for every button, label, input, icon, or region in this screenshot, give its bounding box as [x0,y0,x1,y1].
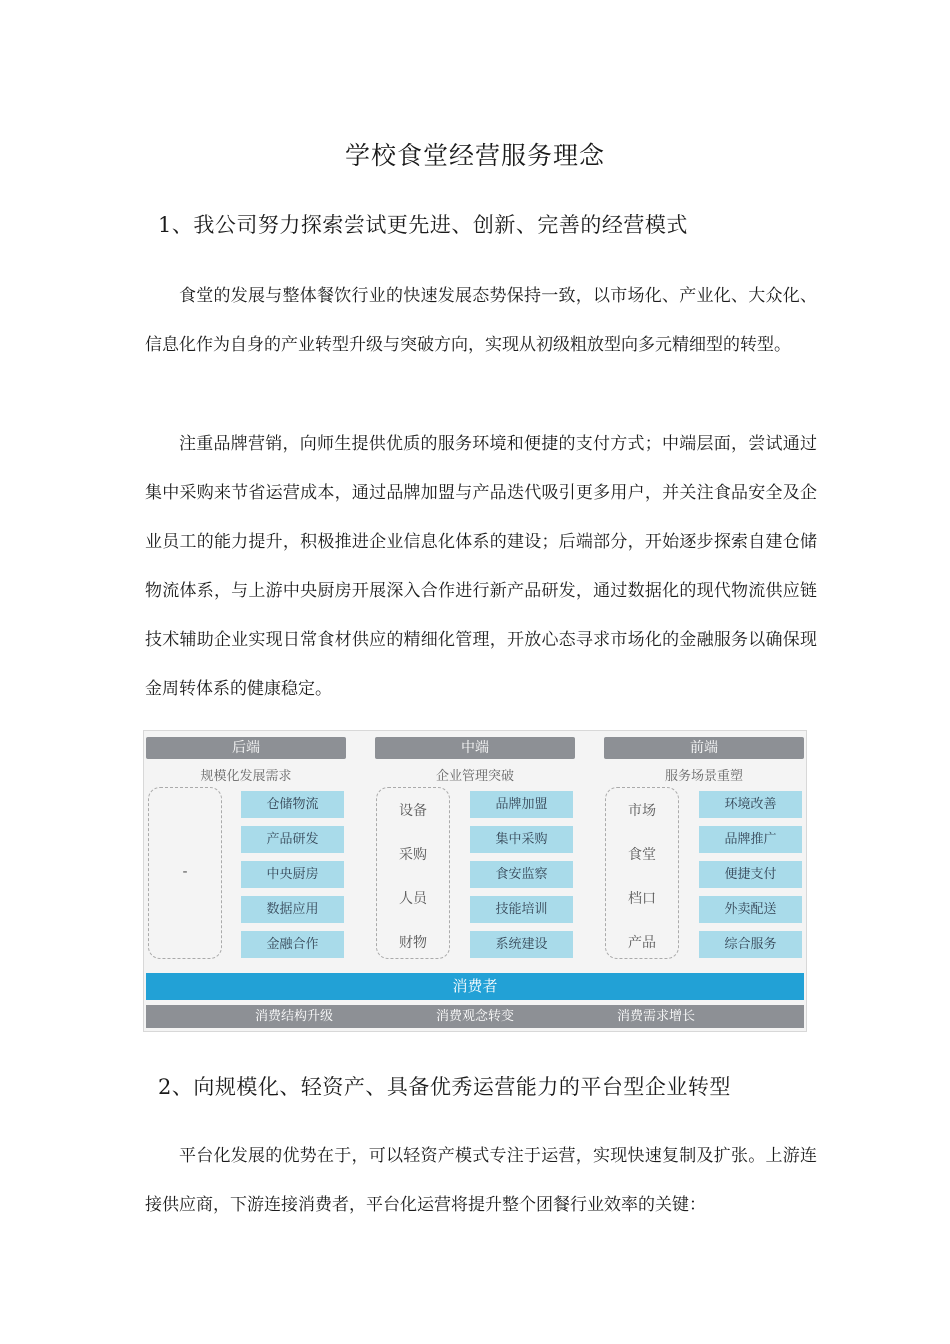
page-title: 学校食堂经营服务理念 [344,141,605,170]
consumer-bar: 消费者 [146,973,804,1000]
backend-dashed-box [148,787,222,959]
pill-midend-2: 集中采购 [470,826,573,853]
midend-dashed-item: 人员 [399,891,427,907]
frontend-dashed-item: 食堂 [628,847,656,863]
bottom-item: 消费结构升级 [254,1009,333,1024]
section-2-heading: 2、向规模化、轻资产、具备优秀运营能力的平台型企业转型 [158,1075,731,1099]
section-2-paragraph-1: 平台化发展的优势在于，可以轻资产模式专注于运营，实现快速复制及扩张。上游连接供应商，下游连接消费者，平台化运营将提升整个团餐行业效率的关键： [145,1146,817,1215]
frontend-dashed-item: 市场 [628,803,656,819]
column-head-frontend: 前端 [604,737,804,759]
bottom-item: 消费需求增长 [616,1009,695,1024]
column-sub-backend: 规模化发展需求 [200,769,292,784]
bottom-item: 消费观念转变 [435,1009,514,1024]
pill-frontend-4: 外卖配送 [699,896,802,923]
column-head-backend: 后端 [146,737,346,759]
pill-midend-5: 系统建设 [470,931,573,958]
midend-dashed-item: 设备 [399,803,427,819]
pill-frontend-1: 环境改善 [699,791,802,818]
pill-backend-2: 产品研发 [241,826,344,853]
business-model-diagram [143,730,807,1032]
column-sub-frontend: 服务场景重塑 [664,769,743,784]
pill-frontend-5: 综合服务 [699,931,802,958]
frontend-dashed-box [605,787,679,959]
pill-backend-4: 数据应用 [241,896,344,923]
frontend-dashed-item: 档口 [628,891,656,907]
column-head-midend: 中端 [375,737,575,759]
pill-midend-4: 技能培训 [470,896,573,923]
midend-dashed-box [376,787,450,959]
pill-frontend-2: 品牌推广 [699,826,802,853]
pill-backend-1: 仓储物流 [241,791,344,818]
pill-backend-5: 金融合作 [241,931,344,958]
pill-midend-1: 品牌加盟 [470,791,573,818]
bottom-bar [146,1005,804,1028]
backend-dashed-item: - [182,864,188,880]
section-1-paragraph-2: 注重品牌营销，向师生提供优质的服务环境和便捷的支付方式；中端层面，尝试通过集中采购来节省运营成本，通过品牌加盟与产品迭代吸引更多用户，并关注食品安全及企业员工的能力提升，积极推进企业信息化体系的建设；后端部分，开始逐步探索自建仓储物流体系，与上游中央厨房开展深入合作进行新产品研发，通过数据化的现代物流供应链技术辅助企业实现日常食材供应的精细化管理，开放心态寻求市场化的金融服务以确保现金周转体系的健康稳定。 [145,434,817,699]
section-1-paragraph-1: 食堂的发展与整体餐饮行业的快速发展态势保持一致，以市场化、产业化、大众化、信息化作为自身的产业转型升级与突破方向，实现从初级粗放型向多元精细型的转型。 [145,286,817,355]
midend-dashed-item: 采购 [399,847,427,863]
section-1-heading: 1、我公司努力探索尝试更先进、创新、完善的经营模式 [158,213,688,237]
midend-dashed-item: 财物 [399,935,427,951]
pill-frontend-3: 便捷支付 [699,861,802,888]
column-sub-midend: 企业管理突破 [435,769,514,784]
pill-midend-3: 食安监察 [470,861,573,888]
frontend-dashed-item: 产品 [628,935,656,951]
pill-backend-3: 中央厨房 [241,861,344,888]
